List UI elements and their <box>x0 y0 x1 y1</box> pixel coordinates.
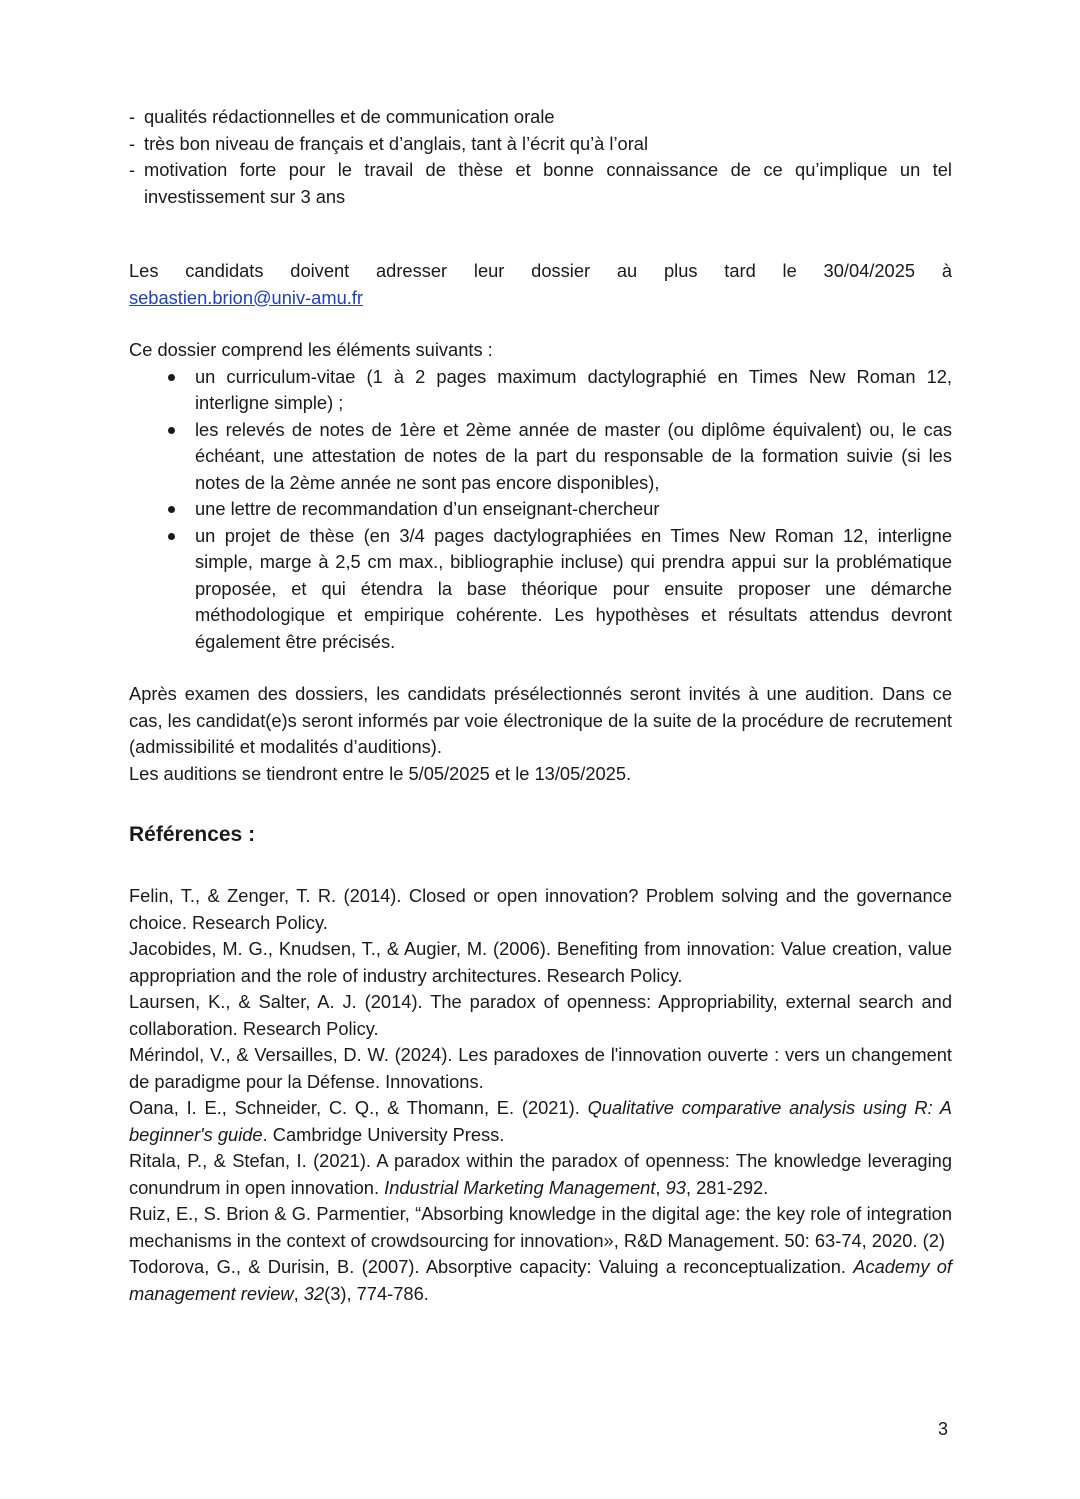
reference-item: Todorova, G., & Durisin, B. (2007). Absorptive capacity: Valuing a reconceptualization. Academy of management review, 32(3), 774-786. <box>129 1256 953 1304</box>
reference-item: Felin, T., & Zenger, T. R. (2014). Closed or open innovation? Problem solving and the governance choice. Research Policy. <box>129 885 952 933</box>
bullet-icon <box>168 533 175 540</box>
dossier-intro: Ce dossier comprend les éléments suivants : <box>129 339 493 360</box>
bullet-icon <box>168 506 175 513</box>
requirements-list <box>129 104 952 210</box>
dossier-item: un projet de thèse (en 3/4 pages dactylographiées en Times New Roman 12, interligne simple, marge à 2,5 cm max., bibliographie incluse) qui prendra appui sur la problématique proposée, et qui étendra la base théorique pour ensuite proposer une démarche méthodologique et empirique cohérente. Les hypothèses et résultats attendus devront également être précisés. <box>129 523 952 656</box>
bullet-icon <box>168 427 175 434</box>
dossier-item: les relevés de notes de 1ère et 2ème année de master (ou diplôme équivalent) ou, le cas échéant, une attestation de notes de la part du responsable de la formation suivie (si les notes de la 2ème année ne sont pas encore disponibles), <box>129 417 952 497</box>
references-heading: Références : <box>129 823 256 846</box>
requirement-item: - motivation forte pour le travail de thèse et bonne connaissance de ce qu’implique un tel investissement sur 3 ans <box>129 159 952 207</box>
audition-paragraph: Après examen des dossiers, les candidats présélectionnés seront invités à une audition. Dans ce cas, les candidat(e)s seront informés par voie électronique de la suite de la procédure de recrutement (admissibilité et modalités d’auditions). <box>129 683 952 757</box>
reference-item: Ritala, P., & Stefan, I. (2021). A paradox within the paradox of openness: The knowledge leveraging conundrum in open innovation. Industrial Marketing Management, 93, 281-292. <box>129 1150 952 1198</box>
deadline-paragraph: Les candidats doivent adresser leur dossier au plus tard le 30/04/2025 à <box>129 260 952 281</box>
contact-email-link[interactable]: sebastien.brion@univ-amu.fr <box>129 286 363 308</box>
reference-item: Laursen, K., & Salter, A. J. (2014). The paradox of openness: Appropriability, external search and collaboration. Research Policy. <box>129 991 952 1039</box>
reference-item: Mérindol, V., & Versailles, D. W. (2024). Les paradoxes de l'innovation ouverte : vers un changement de paradigme pour la Défense. Innovations. <box>129 1044 952 1092</box>
audition-dates: Les auditions se tiendront entre le 5/05/2025 et le 13/05/2025. <box>129 762 632 784</box>
document-page <box>129 104 952 1307</box>
page-number: 3 <box>938 1419 949 1439</box>
dossier-item: une lettre de recommandation d’un enseignant-chercheur <box>129 496 952 523</box>
dossier-items-list <box>129 364 952 656</box>
requirement-item: - qualités rédactionnelles et de communication orale <box>129 106 555 127</box>
dossier-item: un curriculum-vitae (1 à 2 pages maximum dactylographié en Times New Roman 12, interligne simple) ; <box>129 364 952 417</box>
reference-item: Oana, I. E., Schneider, C. Q., & Thomann, E. (2021). Qualitative comparative analysis using R: A beginner's guide. Cambridge University Press. <box>129 1097 952 1145</box>
reference-item: Ruiz, E., S. Brion & G. Parmentier, “Absorbing knowledge in the digital age: the key role of integration mechanisms in the context of crowdsourcing for innovation», R&D Management. 50: 63-74, 2020. (2) <box>129 1203 952 1251</box>
reference-item: Jacobides, M. G., Knudsen, T., & Augier, M. (2006). Benefiting from innovation: Value creation, value appropriation and the role of industry architectures. Research Policy. <box>129 938 952 986</box>
references-list <box>129 883 952 1307</box>
bullet-icon <box>168 374 175 381</box>
requirement-item: - très bon niveau de français et d’anglais, tant à l’écrit qu’à l’oral <box>129 132 649 154</box>
